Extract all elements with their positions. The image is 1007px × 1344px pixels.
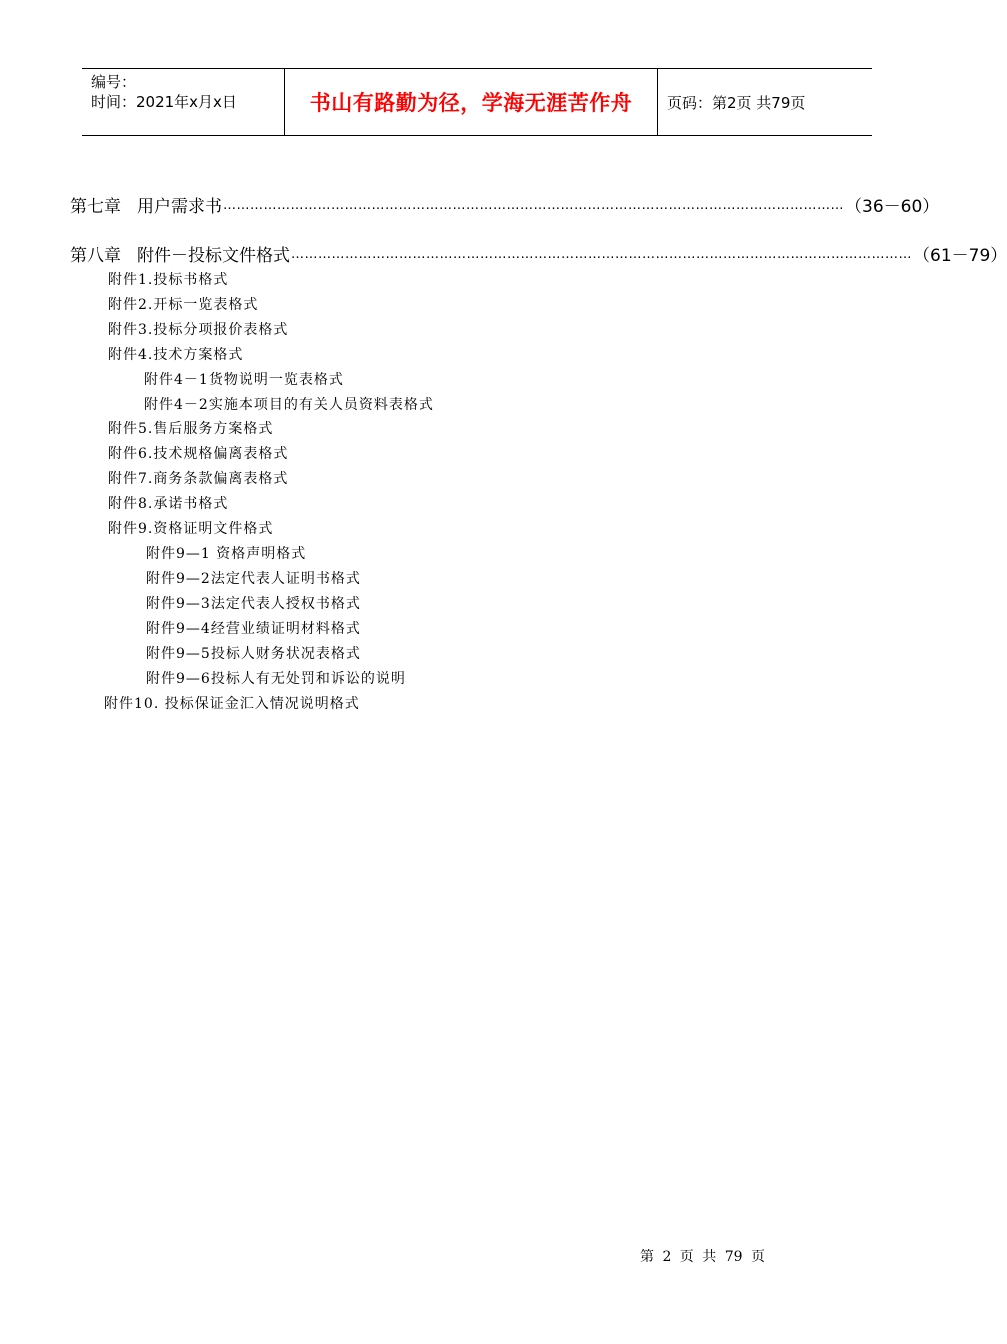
toc-subitem: 附件9—2法定代表人证明书格式: [146, 571, 361, 587]
toc-leader: …………………………………………………………………………………………………………………………: [223, 198, 844, 213]
toc-item: 附件5.售后服务方案格式: [108, 421, 274, 437]
chapter-page-range: （36－60）: [845, 197, 940, 217]
toc-subitem: 附件9—5投标人财务状况表格式: [146, 646, 361, 662]
header-page-cell: [658, 69, 872, 135]
chapter-label: 第八章: [70, 246, 121, 266]
chapter-title: 用户需求书: [137, 197, 222, 217]
toc-item: 附件6.技术规格偏离表格式: [108, 446, 289, 462]
toc-item: 附件9.资格证明文件格式: [108, 521, 274, 537]
toc-subitem: 附件4－1货物说明一览表格式: [144, 372, 344, 388]
document-header: [82, 68, 872, 136]
document-date-label: 时间：2021年x月x日: [91, 93, 237, 111]
header-meta: [82, 69, 284, 135]
toc-chapter: [70, 244, 1007, 266]
document-number-label: 编号：: [91, 73, 137, 91]
toc-item: 附件3.投标分项报价表格式: [108, 322, 289, 338]
toc-item: 附件7.商务条款偏离表格式: [108, 471, 289, 487]
toc-item: 附件8.承诺书格式: [108, 496, 229, 512]
page-footer: 第 2 页 共 79 页: [640, 1249, 765, 1265]
toc-chapter: [70, 195, 940, 217]
toc-subitem: 附件4－2实施本项目的有关人员资料表格式: [144, 397, 434, 413]
toc-leader: …………………………………………………………………………………………………………………………: [291, 247, 912, 262]
toc-subitem: 附件9—1 资格声明格式: [146, 546, 307, 562]
header-page-info: 页码：第2页 共79页: [667, 93, 806, 112]
toc-subitem: 附件9—6投标人有无处罚和诉讼的说明: [146, 671, 406, 687]
toc-subitem: 附件9—3法定代表人授权书格式: [146, 596, 361, 612]
header-motto: 书山有路勤为径，学海无涯苦作舟: [309, 91, 633, 115]
toc-item: 附件4.技术方案格式: [108, 347, 244, 363]
header-motto-cell: [284, 69, 658, 135]
toc-item: 附件1.投标书格式: [108, 272, 229, 288]
chapter-title: 附件－投标文件格式: [137, 246, 290, 266]
chapter-page-range: （61－79）: [913, 246, 1007, 266]
toc-subitem: 附件9—4经营业绩证明材料格式: [146, 621, 361, 637]
toc-item: 附件2.开标一览表格式: [108, 297, 259, 313]
chapter-label: 第七章: [70, 197, 121, 217]
toc-item: 附件10. 投标保证金汇入情况说明格式: [104, 696, 360, 712]
